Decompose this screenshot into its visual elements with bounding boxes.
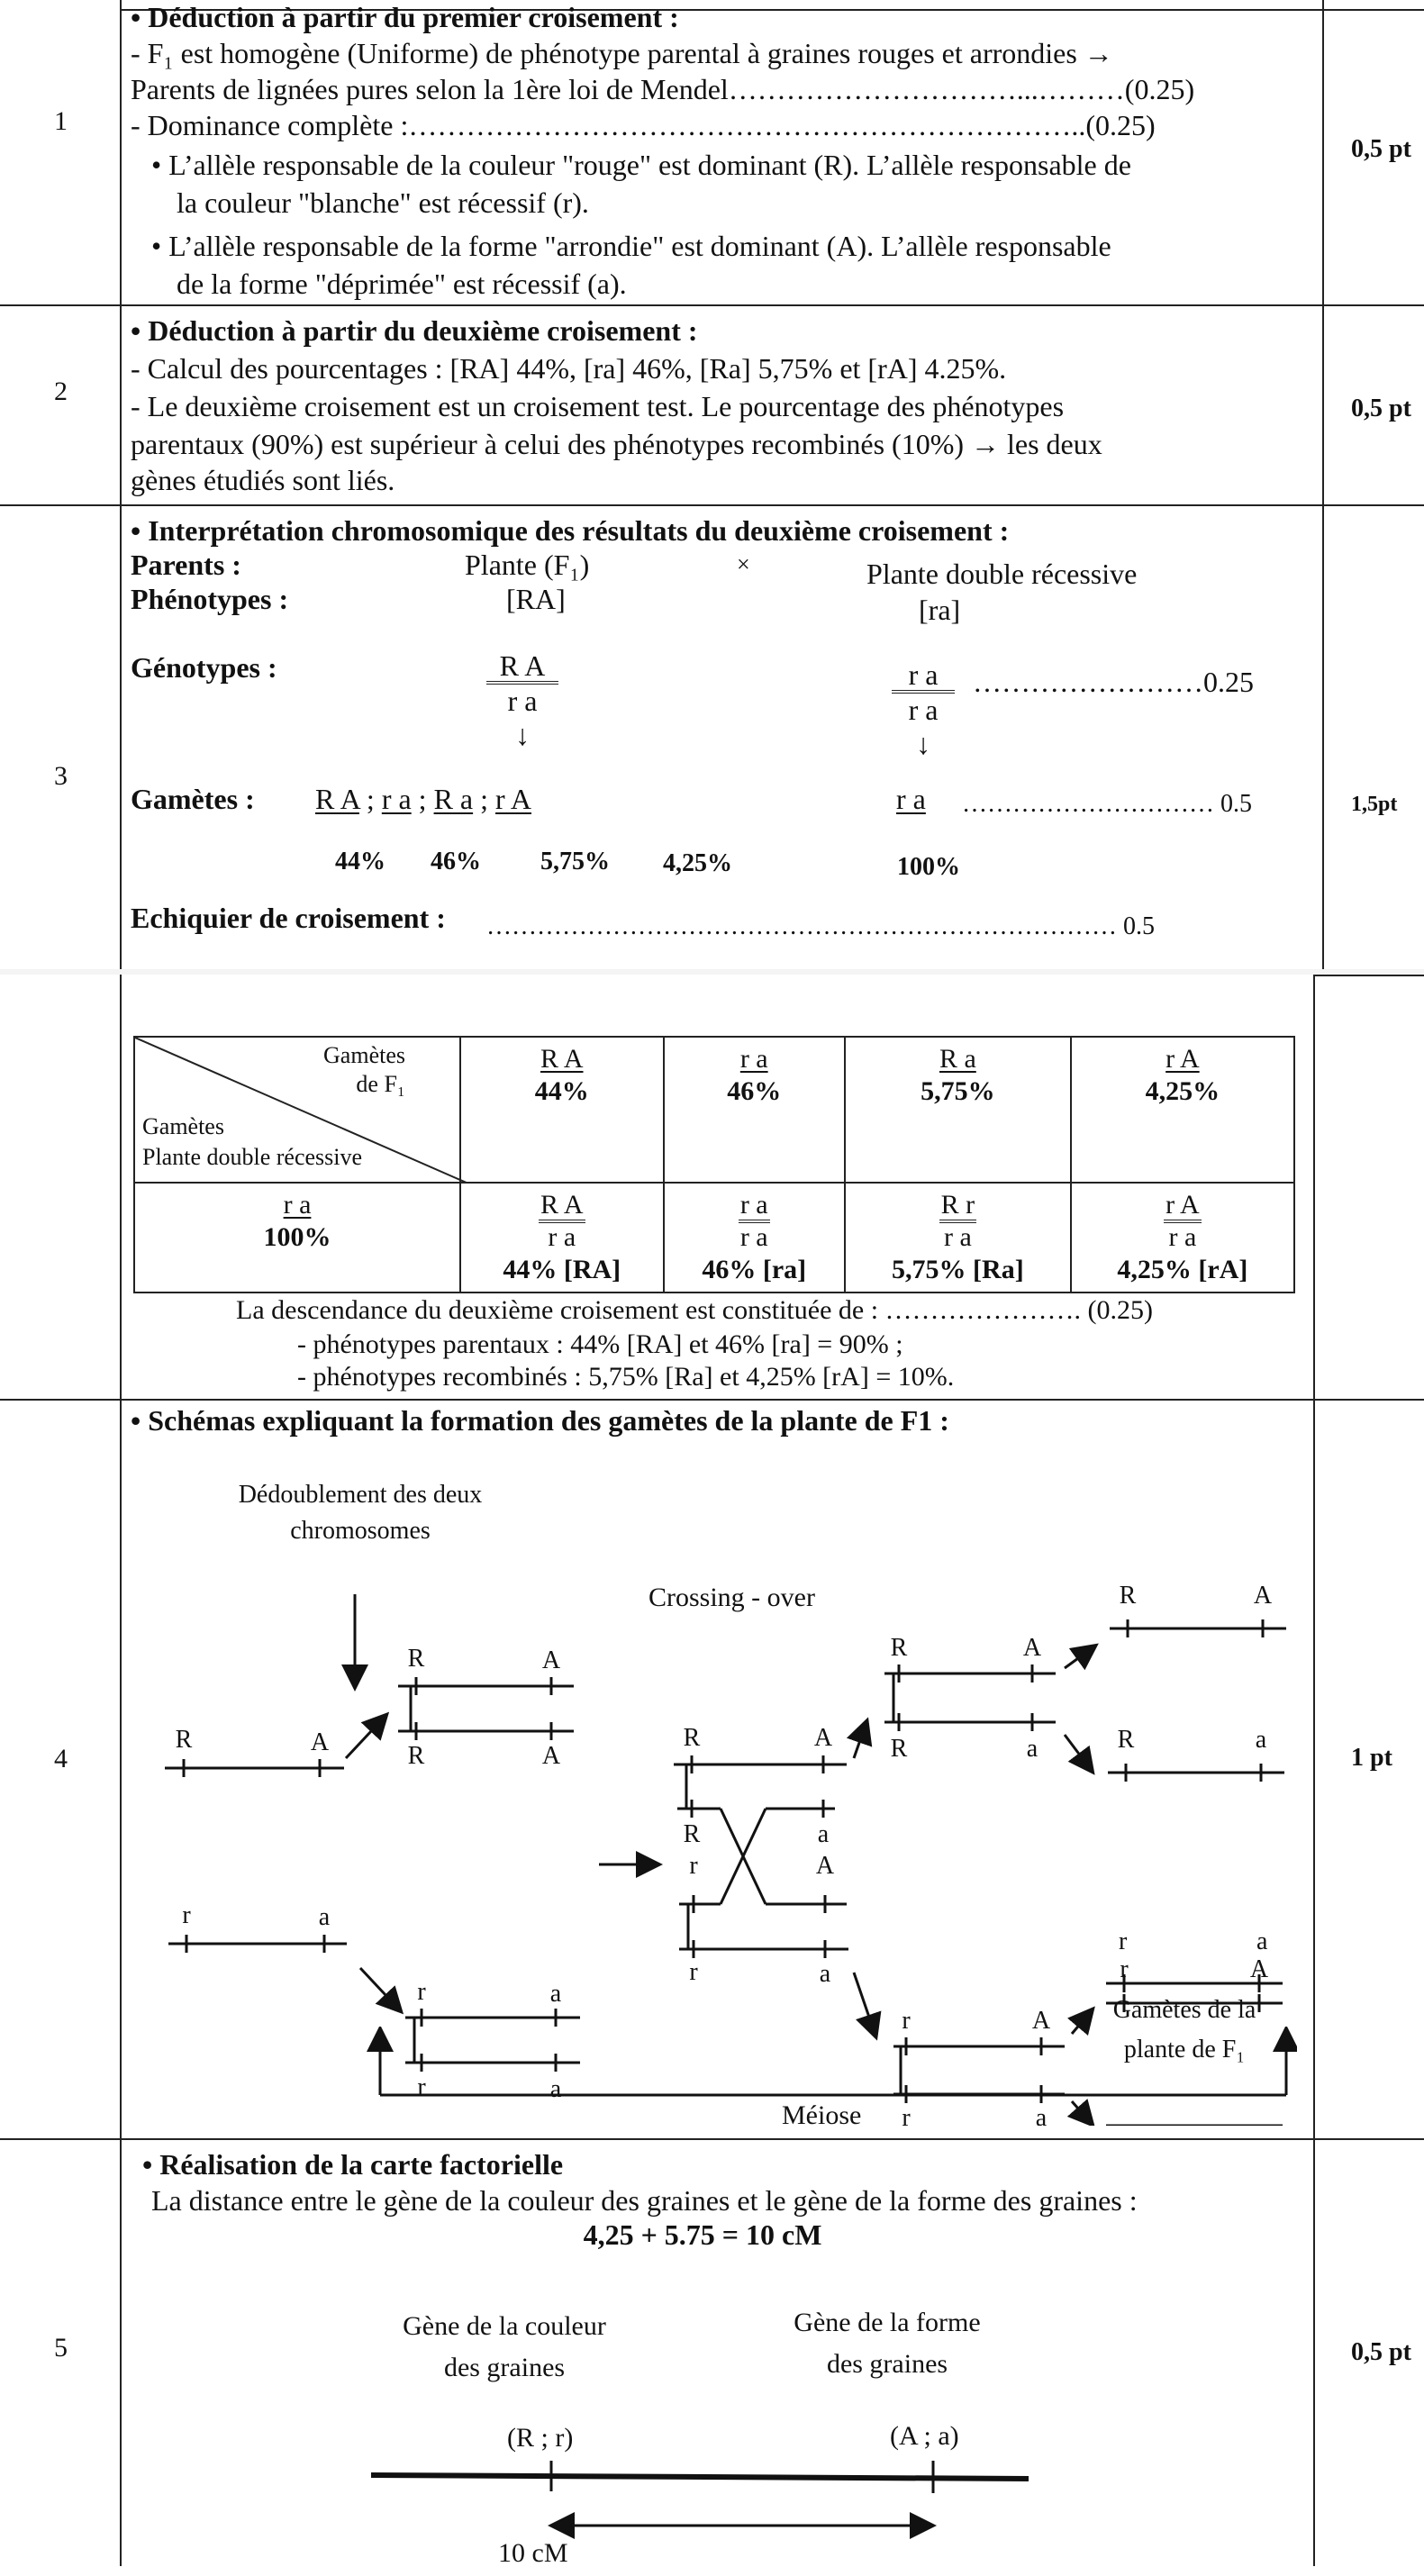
gamete-Ra: R a bbox=[433, 783, 474, 815]
gamete-ra-lower: r a bbox=[381, 783, 412, 815]
allele-label: a bbox=[1255, 1726, 1267, 1754]
row-gamete-cell bbox=[134, 1183, 460, 1293]
allele-label: A bbox=[1031, 2007, 1051, 2035]
table-header-row bbox=[134, 1037, 1294, 1183]
header-cell bbox=[460, 1037, 664, 1183]
rec-genotype-bottom: r a bbox=[908, 694, 939, 726]
allele-label: a bbox=[819, 1960, 831, 1988]
gamete-ra-upper: R A bbox=[315, 783, 359, 815]
row-number-1: 1 bbox=[54, 106, 68, 136]
gene2-line-1: Gène de la forme bbox=[794, 2308, 981, 2337]
allele-label: A bbox=[815, 1852, 835, 1880]
cross-symbol: × bbox=[737, 551, 750, 577]
header-cell bbox=[664, 1037, 845, 1183]
gamete-pct-4: 4,25% bbox=[663, 849, 732, 877]
allele-label: a bbox=[1035, 2104, 1048, 2126]
corner-top-line-2: de F₁ bbox=[356, 1071, 405, 1097]
distance-label: 10 cM bbox=[498, 2538, 568, 2568]
allele-label: A bbox=[813, 1724, 833, 1752]
locus-2: (A ; a) bbox=[890, 2421, 959, 2451]
header-gamete: r A bbox=[1166, 1044, 1200, 1074]
factorial-map bbox=[360, 2459, 1045, 2576]
cell-genotype-bottom: r a bbox=[943, 1222, 972, 1252]
section-1-bullet-2b: de la forme "déprimée" est récessif (a). bbox=[177, 268, 627, 300]
cell-genotype-bottom: r a bbox=[739, 1222, 768, 1252]
section-2-line-2: - Le deuxième croisement est un croisement test. Le pourcentage des phénotypes bbox=[131, 390, 1065, 422]
separator: ; bbox=[480, 783, 488, 815]
allele-label: r bbox=[417, 2073, 426, 2101]
header-pct: 44% bbox=[534, 1076, 589, 1106]
row-divider-3-4 bbox=[0, 1399, 1424, 1401]
allele-label: A bbox=[1022, 1634, 1042, 1662]
arrow-down-icon: ↓ bbox=[515, 719, 530, 751]
crossing-over-label: Crossing - over bbox=[649, 1583, 815, 1612]
section-1-bullet-1a: • L’allèle responsable de la couleur "rouge" est dominant (R). L’allèle responsable de bbox=[151, 149, 1131, 181]
section-3-title: • Interprétation chromosomique des résultats du deuxième croisement : bbox=[131, 514, 1010, 547]
table-row bbox=[134, 1183, 1294, 1293]
row-points-4: 1 pt bbox=[1351, 1744, 1392, 1772]
gene1-label bbox=[378, 2306, 630, 2389]
allele-label: A bbox=[1253, 1582, 1273, 1610]
gamete-pct-rec: 100% bbox=[897, 853, 960, 881]
cell-genotype-bottom: r a bbox=[1168, 1222, 1197, 1252]
gene1-line-2: des graines bbox=[443, 2353, 566, 2382]
allele-label: R bbox=[407, 1645, 425, 1673]
gametes-score: ………………………… 0.5 bbox=[962, 790, 1252, 818]
allele-label: r bbox=[417, 1978, 426, 2006]
allele-label: r bbox=[689, 1958, 698, 1986]
section-4-title: • Schémas expliquant la formation des gamètes de la plante de F1 : bbox=[131, 1404, 949, 1437]
section-1-line-1: - F₁ est homogène (Uniforme) de phénotype parental à graines rouges et arrondies → bbox=[131, 37, 1113, 69]
corner-top-line-1: Gamètes bbox=[323, 1042, 405, 1068]
header-gamete: R A bbox=[540, 1044, 584, 1074]
result-cell bbox=[664, 1183, 845, 1293]
locus-1: (R ; r) bbox=[507, 2423, 574, 2453]
gamete-pct-1: 44% bbox=[335, 848, 385, 875]
row-divider-1-2 bbox=[0, 304, 1424, 306]
allele-label: A bbox=[310, 1728, 330, 1756]
points-column-border bbox=[1322, 0, 1324, 973]
f1-genotype-bottom: r a bbox=[507, 685, 538, 717]
section-1-line-2: Parents de lignées pures selon la 1ère loi de Mendel…………………………...………(0.25) bbox=[131, 73, 1195, 105]
cell-genotype-top: R A bbox=[539, 1190, 585, 1223]
f1-gametes bbox=[315, 782, 531, 816]
summary-parental: - phénotypes parentaux : 44% [RA] et 46% [ra] = 90% ; bbox=[297, 1329, 903, 1359]
summary-recombined: - phénotypes recombinés : 5,75% [Ra] et 4,25% [rA] = 10%. bbox=[297, 1362, 955, 1392]
section-2-line-4: gènes étudiés sont liés. bbox=[131, 464, 395, 496]
dedoublement-line-2: chromosomes bbox=[290, 1517, 431, 1545]
allele-label: a bbox=[817, 1820, 830, 1848]
allele-label: a bbox=[549, 2075, 562, 2103]
allele-label: r bbox=[902, 2007, 911, 2035]
row-divider-top-page2 bbox=[1313, 975, 1424, 976]
rec-genotype-top: r a bbox=[892, 659, 955, 694]
corner-top-label bbox=[323, 1041, 405, 1099]
allele-label: r bbox=[1120, 1955, 1129, 1983]
row-points-2: 0,5 pt bbox=[1351, 395, 1411, 422]
row-number-2: 2 bbox=[54, 376, 68, 406]
separator: ; bbox=[418, 783, 427, 815]
allele-label: r bbox=[689, 1852, 698, 1880]
cell-result: 46% [ra] bbox=[702, 1255, 807, 1284]
section-1-title: • Déduction à partir du premier croisement : bbox=[131, 1, 679, 33]
gamete-pct-3: 5,75% bbox=[540, 848, 610, 875]
section-5-title: • Réalisation de la carte factorielle bbox=[142, 2148, 564, 2181]
header-pct: 4,25% bbox=[1145, 1076, 1220, 1106]
gametes-f1-line-2: plante de F₁ bbox=[1123, 2036, 1246, 2064]
section-2-line-3: parentaux (90%) est supérieur à celui des phénotypes recombinés (10%) → les deux bbox=[131, 428, 1102, 460]
parents-label: Parents : bbox=[131, 549, 241, 581]
section-5-line: La distance entre le gène de la couleur des graines et le gène de la forme des graines : bbox=[151, 2184, 1138, 2217]
gene1-line-1: Gène de la couleur bbox=[403, 2311, 606, 2341]
allele-label: R bbox=[683, 1820, 701, 1848]
cell-result: 44% [RA] bbox=[503, 1255, 621, 1284]
allele-label: A bbox=[1249, 1955, 1269, 1983]
result-cell bbox=[1071, 1183, 1294, 1293]
allele-label: R bbox=[1117, 1726, 1135, 1754]
row-points-1: 0,5 pt bbox=[1351, 135, 1411, 163]
row-gamete: r a bbox=[283, 1190, 312, 1220]
row-number-4: 4 bbox=[54, 1744, 68, 1773]
result-cell bbox=[845, 1183, 1071, 1293]
header-gamete: r a bbox=[739, 1044, 768, 1074]
row-gamete-pct: 100% bbox=[263, 1222, 331, 1252]
parent-f1-name: Plante (F₁) bbox=[465, 549, 590, 581]
genotype-score: ……………………0.25 bbox=[973, 666, 1254, 698]
section-2-line-1: - Calcul des pourcentages : [RA] 44%, [ra] 46%, [Ra] 5,75% et [rA] 4.25%. bbox=[131, 352, 1007, 385]
rec-genotype bbox=[892, 659, 955, 762]
allele-label: A bbox=[541, 1646, 561, 1674]
gene2-label bbox=[761, 2302, 1013, 2385]
gamete-rA: r A bbox=[495, 783, 531, 815]
corner-bottom-line-2: Plante double récessive bbox=[142, 1144, 363, 1170]
row-divider-2-3 bbox=[0, 504, 1424, 506]
parent-rec-name: Plante double récessive bbox=[866, 558, 1138, 590]
header-pct: 5,75% bbox=[921, 1076, 995, 1106]
gametes-label: Gamètes : bbox=[131, 783, 255, 815]
parent-f1-phenotype: [RA] bbox=[506, 583, 566, 615]
header-pct: 46% bbox=[727, 1076, 782, 1106]
gene2-line-2: des graines bbox=[826, 2349, 948, 2379]
section-5-formula: 4,25 + 5.75 = 10 cM bbox=[583, 2218, 822, 2251]
dedoublement-line-1: Dédoublement des deux bbox=[238, 1481, 483, 1509]
allele-label: R bbox=[683, 1724, 701, 1752]
section-1-bullet-1b: la couleur "blanche" est récessif (r). bbox=[177, 186, 589, 219]
gamete-ra-label-r: r bbox=[1119, 1927, 1128, 1955]
corner-bottom-label bbox=[142, 1111, 362, 1173]
allele-label: a bbox=[549, 1980, 562, 2008]
f1-genotype bbox=[486, 650, 558, 753]
separator: ; bbox=[366, 783, 375, 815]
allele-label: r bbox=[902, 2104, 911, 2126]
row-points-3: 1,5pt bbox=[1351, 793, 1398, 816]
rec-gamete: r a bbox=[896, 783, 926, 815]
descendance-summary: La descendance du deuxième croisement est constituée de : …………………. (0.25) bbox=[236, 1295, 1154, 1325]
phenotypes-label: Phénotypes : bbox=[131, 583, 289, 615]
corner-bottom-line-1: Gamètes bbox=[142, 1113, 224, 1139]
table-corner-cell bbox=[134, 1037, 460, 1183]
allele-label: A bbox=[541, 1742, 561, 1770]
result-cell bbox=[460, 1183, 664, 1293]
parent-rec-phenotype: [ra] bbox=[919, 594, 961, 626]
gamete-pct-2: 46% bbox=[431, 848, 481, 875]
allele-label: R bbox=[1119, 1582, 1137, 1610]
echiquier-score: ………………………………………………………………… 0.5 bbox=[486, 912, 1155, 940]
allele-label: R bbox=[890, 1634, 908, 1662]
cell-result: 4,25% [rA] bbox=[1117, 1255, 1248, 1284]
row-divider-4-5 bbox=[0, 2138, 1424, 2140]
section-1-line-3: - Dominance complète :……………………………………………………………..(0.25) bbox=[131, 109, 1156, 141]
allele-label: r bbox=[182, 1901, 191, 1929]
allele-label: a bbox=[318, 1903, 331, 1931]
cell-genotype-top: r A bbox=[1164, 1190, 1202, 1223]
header-cell bbox=[845, 1037, 1071, 1183]
meiosis-bracket bbox=[360, 2027, 1297, 2108]
echiquier-table bbox=[133, 1036, 1295, 1293]
echiquier-label: Echiquier de croisement : bbox=[131, 902, 446, 934]
cell-genotype-bottom: r a bbox=[548, 1222, 576, 1252]
genotypes-label: Génotypes : bbox=[131, 651, 277, 684]
header-gamete: R a bbox=[939, 1044, 976, 1074]
cell-genotype-top: r a bbox=[739, 1190, 770, 1223]
gametes-f1-line-1: Gamètes de la bbox=[1112, 1996, 1256, 2024]
section-1-bullet-2a: • L’allèle responsable de la forme "arrondie" est dominant (A). L’allèle responsable bbox=[151, 230, 1111, 262]
section-2-title: • Déduction à partir du deuxième croisement : bbox=[131, 314, 698, 347]
allele-label: R bbox=[407, 1742, 425, 1770]
header-cell bbox=[1071, 1037, 1294, 1183]
page-seam bbox=[0, 969, 1424, 975]
row-number-5: 5 bbox=[54, 2333, 68, 2363]
allele-label: R bbox=[175, 1726, 193, 1754]
allele-label: a bbox=[1026, 1735, 1039, 1763]
gamete-ra-label-a: a bbox=[1256, 1927, 1268, 1955]
row-number-3: 3 bbox=[54, 761, 68, 791]
cell-result: 5,75% [Ra] bbox=[892, 1255, 1024, 1284]
arrow-down-icon: ↓ bbox=[916, 728, 930, 760]
cell-genotype-top: R r bbox=[939, 1190, 977, 1223]
row-points-5: 0,5 pt bbox=[1351, 2338, 1411, 2366]
allele-label: R bbox=[890, 1735, 908, 1763]
f1-genotype-top: R A bbox=[486, 650, 558, 685]
meiose-label: Méiose bbox=[782, 2100, 862, 2130]
